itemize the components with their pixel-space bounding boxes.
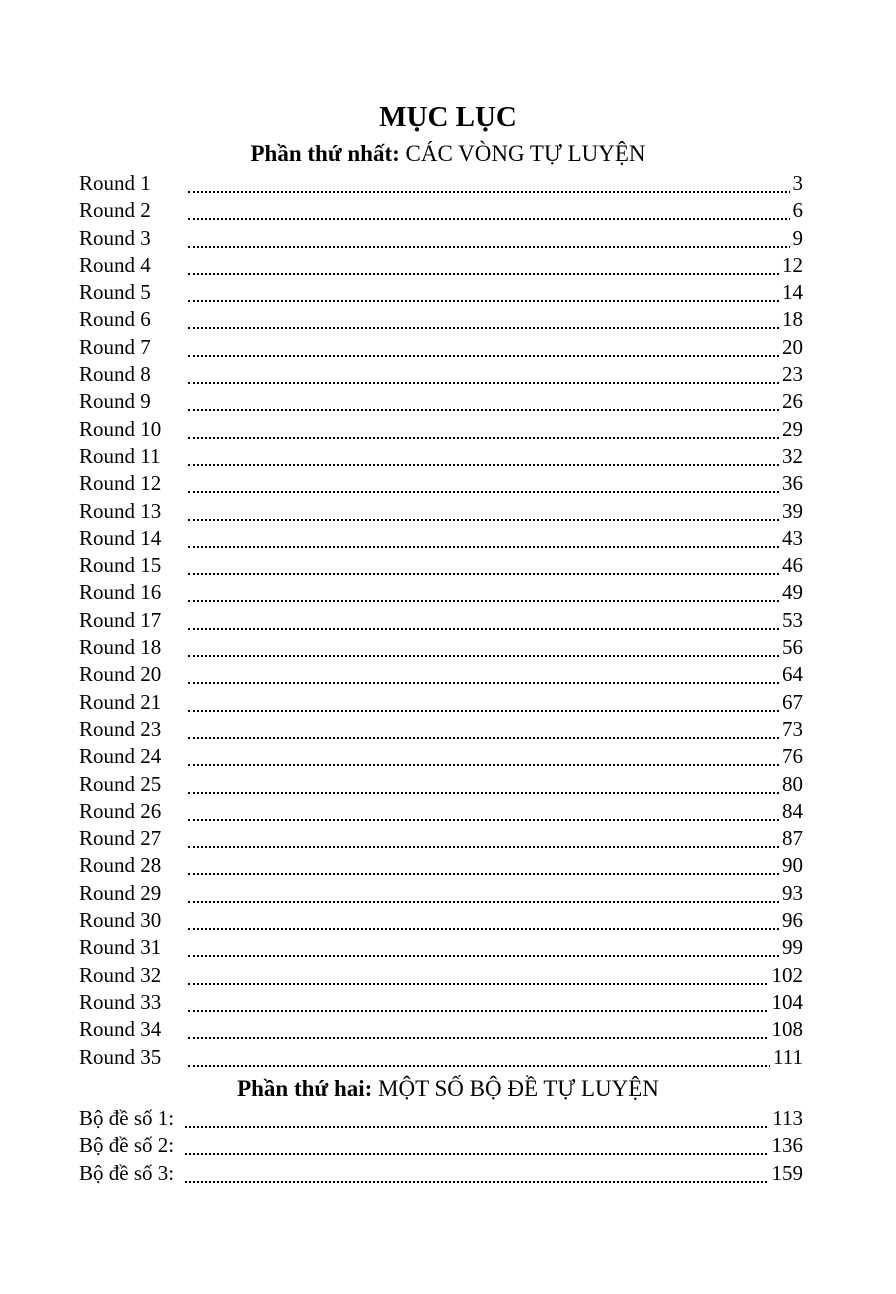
dot-leader-line — [188, 852, 803, 875]
dot-leader-line — [185, 1132, 803, 1155]
toc-entry[interactable] — [79, 279, 803, 306]
toc-entry-label: Round 11 — [79, 443, 161, 468]
part-two-title: MỘT SỐ BỘ ĐỀ TỰ LUYỆN — [378, 1076, 659, 1101]
toc-entry-page-number: 14 — [779, 279, 803, 306]
toc-entry-label: Round 13 — [79, 498, 162, 523]
toc-entry[interactable] — [79, 1105, 803, 1132]
toc-entry[interactable] — [79, 852, 803, 879]
toc-entry-label: Round 33 — [79, 989, 162, 1014]
dot-leader-line — [188, 689, 803, 712]
toc-entry-label: Round 24 — [79, 744, 162, 769]
toc-entry-page-number: 102 — [769, 962, 804, 989]
toc-entry-label: Round 28 — [79, 853, 162, 878]
dot-leader-line — [188, 388, 803, 411]
toc-entry[interactable] — [79, 334, 803, 361]
dot-leader-line — [188, 661, 803, 684]
dot-leader-line — [188, 525, 803, 548]
toc-entry[interactable] — [79, 1160, 803, 1187]
dot-leader — [188, 825, 803, 852]
toc-entry-page-number: 64 — [779, 661, 803, 688]
dot-leader — [188, 470, 803, 497]
toc-entry-page-number: 12 — [779, 252, 803, 279]
dot-leader — [188, 525, 803, 552]
toc-entry-page-number: 84 — [779, 798, 803, 825]
dot-leader-line — [188, 989, 803, 1012]
dot-leader-line — [188, 934, 803, 957]
dot-leader — [188, 934, 803, 961]
toc-entry-label: Round 35 — [79, 1044, 162, 1069]
dot-leader-line — [188, 962, 803, 985]
toc-entry[interactable] — [79, 689, 803, 716]
dot-leader-line — [188, 743, 803, 766]
toc-entry-page-number: 53 — [779, 607, 803, 634]
toc-entry[interactable] — [79, 607, 803, 634]
toc-entry-label: Round 1 — [79, 171, 151, 195]
part-one-title: CÁC VÒNG TỰ LUYỆN — [405, 141, 646, 166]
dot-leader — [188, 661, 803, 688]
toc-entry-label: Bộ đề số 1: — [79, 1106, 175, 1130]
dot-leader — [188, 361, 803, 388]
toc-entry[interactable] — [79, 771, 803, 798]
toc-entry-page-number: 136 — [769, 1132, 804, 1159]
dot-leader — [188, 579, 803, 606]
toc-entry-page-number: 73 — [779, 716, 803, 743]
part-two-heading — [0, 1074, 896, 1104]
dot-leader — [188, 334, 803, 361]
dot-leader-line — [188, 552, 803, 575]
toc-entry[interactable] — [79, 907, 803, 934]
toc-entry-page-number: 23 — [779, 361, 803, 388]
dot-leader — [188, 443, 803, 470]
dot-leader — [188, 170, 803, 197]
toc-entry-page-number: 3 — [790, 170, 804, 197]
dot-leader — [188, 252, 803, 279]
dot-leader-line — [188, 1016, 803, 1039]
dot-leader-line — [188, 197, 803, 220]
toc-entry[interactable] — [79, 743, 803, 770]
dot-leader — [188, 279, 803, 306]
dot-leader-line — [188, 716, 803, 739]
page-title: MỤC LỤC — [379, 101, 517, 133]
part-one-lead: Phần thứ nhất: — [250, 141, 400, 166]
toc-entry-label: Round 2 — [79, 198, 151, 223]
toc-entry[interactable] — [79, 579, 803, 606]
toc-entry-label: Round 27 — [79, 826, 162, 851]
dot-leader — [188, 388, 803, 415]
dot-leader — [188, 416, 803, 443]
toc-entry-page-number: 6 — [790, 197, 804, 224]
toc-entry[interactable] — [79, 525, 803, 552]
dot-leader — [188, 607, 803, 634]
toc-entry[interactable] — [79, 416, 803, 443]
toc-entry-label: Round 6 — [79, 307, 151, 332]
dot-leader — [188, 306, 803, 333]
dot-leader — [188, 689, 803, 716]
dot-leader — [188, 225, 803, 252]
toc-entry-page-number: 49 — [779, 579, 803, 606]
dot-leader — [188, 716, 803, 743]
dot-leader — [188, 498, 803, 525]
toc-entry-label: Round 18 — [79, 635, 162, 660]
toc-entry-page-number: 111 — [770, 1044, 803, 1071]
toc-part-two — [79, 1105, 803, 1187]
dot-leader-line — [188, 443, 803, 466]
toc-entry-label: Round 4 — [79, 252, 151, 277]
toc-entry-page-number: 76 — [779, 743, 803, 770]
toc-entry-page-number: 29 — [779, 416, 803, 443]
toc-entry-label: Round 29 — [79, 880, 162, 905]
dot-leader — [188, 852, 803, 879]
toc-entry-page-number: 96 — [779, 907, 803, 934]
dot-leader-line — [188, 279, 803, 302]
toc-entry-label: Round 30 — [79, 908, 162, 933]
dot-leader-line — [188, 579, 803, 602]
toc-entry[interactable] — [79, 225, 803, 252]
dot-leader — [185, 1160, 803, 1187]
toc-entry[interactable] — [79, 989, 803, 1016]
toc-entry[interactable] — [79, 498, 803, 525]
toc-entry-page-number: 67 — [779, 689, 803, 716]
toc-entry-label: Round 12 — [79, 471, 162, 496]
dot-leader-line — [188, 416, 803, 439]
toc-entry[interactable] — [79, 634, 803, 661]
toc-entry-page-number: 56 — [779, 634, 803, 661]
toc-entry[interactable] — [79, 962, 803, 989]
toc-entry-page-number: 26 — [779, 388, 803, 415]
toc-entry[interactable] — [79, 934, 803, 961]
dot-leader — [188, 771, 803, 798]
dot-leader-line — [185, 1105, 803, 1128]
toc-entry-page-number: 159 — [769, 1160, 804, 1187]
dot-leader-line — [188, 361, 803, 384]
toc-entry-label: Round 16 — [79, 580, 162, 605]
toc-entry-label: Round 26 — [79, 798, 162, 823]
toc-entry-page-number: 20 — [779, 334, 803, 361]
dot-leader — [188, 962, 803, 989]
dot-leader-line — [185, 1160, 803, 1183]
toc-entry-label: Round 10 — [79, 416, 162, 441]
dot-leader-line — [188, 306, 803, 329]
dot-leader — [188, 798, 803, 825]
toc-entry[interactable] — [79, 1016, 803, 1043]
dot-leader-line — [188, 498, 803, 521]
toc-entry[interactable] — [79, 1044, 803, 1071]
toc-entry[interactable] — [79, 470, 803, 497]
toc-entry-page-number: 87 — [779, 825, 803, 852]
toc-entry-label: Round 21 — [79, 689, 162, 714]
toc-entry-label: Round 5 — [79, 280, 151, 305]
dot-leader-line — [188, 825, 803, 848]
toc-entry-page-number: 90 — [779, 852, 803, 879]
dot-leader — [188, 1044, 803, 1071]
dot-leader-line — [188, 907, 803, 930]
toc-entry-page-number: 9 — [790, 225, 804, 252]
dot-leader — [188, 197, 803, 224]
dot-leader — [188, 989, 803, 1016]
part-two-lead: Phần thứ hai: — [237, 1076, 373, 1101]
toc-entry-label: Round 31 — [79, 935, 162, 960]
toc-entry-label: Round 14 — [79, 525, 162, 550]
dot-leader-line — [188, 607, 803, 630]
toc-entry-label: Round 23 — [79, 716, 162, 741]
toc-entry-label: Round 7 — [79, 334, 151, 359]
dot-leader-line — [188, 1044, 803, 1067]
toc-entry-label: Round 3 — [79, 225, 151, 250]
dot-leader-line — [188, 771, 803, 794]
toc-entry-label: Round 25 — [79, 771, 162, 796]
toc-entry-page-number: 93 — [779, 880, 803, 907]
toc-entry-label: Round 20 — [79, 662, 162, 687]
dot-leader-line — [188, 334, 803, 357]
toc-entry-label: Round 9 — [79, 389, 151, 414]
toc-entry[interactable] — [79, 825, 803, 852]
toc-entry-label: Round 34 — [79, 1017, 162, 1042]
dot-leader-line — [188, 470, 803, 493]
toc-entry-page-number: 108 — [769, 1016, 804, 1043]
dot-leader — [188, 634, 803, 661]
toc-entry[interactable] — [79, 361, 803, 388]
toc-entry[interactable] — [79, 197, 803, 224]
dot-leader-line — [188, 170, 803, 193]
toc-entry-label: Round 15 — [79, 553, 162, 578]
toc-entry-page-number: 36 — [779, 470, 803, 497]
toc-entry-page-number: 104 — [769, 989, 804, 1016]
toc-entry-label: Round 8 — [79, 362, 151, 387]
toc-entry[interactable] — [79, 170, 803, 197]
toc-entry-page-number: 32 — [779, 443, 803, 470]
dot-leader — [188, 552, 803, 579]
toc-entry-label: Round 17 — [79, 607, 162, 632]
dot-leader — [185, 1132, 803, 1159]
toc-entry-page-number: 46 — [779, 552, 803, 579]
toc-entry-page-number: 113 — [769, 1105, 803, 1132]
dot-leader-line — [188, 225, 803, 248]
toc-entry[interactable] — [79, 443, 803, 470]
toc-entry-label: Round 32 — [79, 962, 162, 987]
toc-entry[interactable] — [79, 716, 803, 743]
toc-entry[interactable] — [79, 552, 803, 579]
dot-leader — [188, 880, 803, 907]
dot-leader — [188, 1016, 803, 1043]
toc-entry-page-number: 18 — [779, 306, 803, 333]
toc-entry[interactable] — [79, 798, 803, 825]
toc-entry[interactable] — [79, 306, 803, 333]
part-one-heading — [0, 139, 896, 169]
toc-entry-page-number: 99 — [779, 934, 803, 961]
dot-leader-line — [188, 798, 803, 821]
dot-leader — [188, 907, 803, 934]
toc-entry-page-number: 39 — [779, 498, 803, 525]
toc-entry-label: Bộ đề số 3: — [79, 1160, 175, 1185]
toc-entry[interactable] — [79, 1132, 803, 1159]
toc-entry-label: Bộ đề số 2: — [79, 1133, 175, 1158]
toc-entry-page-number: 80 — [779, 771, 803, 798]
toc-entry[interactable] — [79, 661, 803, 688]
dot-leader — [185, 1105, 803, 1132]
dot-leader-line — [188, 252, 803, 275]
toc-entry[interactable] — [79, 880, 803, 907]
toc-entry-page-number: 43 — [779, 525, 803, 552]
toc-part-one — [79, 170, 803, 1071]
dot-leader-line — [188, 634, 803, 657]
toc-entry[interactable] — [79, 252, 803, 279]
dot-leader — [188, 743, 803, 770]
toc-entry[interactable] — [79, 388, 803, 415]
dot-leader-line — [188, 880, 803, 903]
